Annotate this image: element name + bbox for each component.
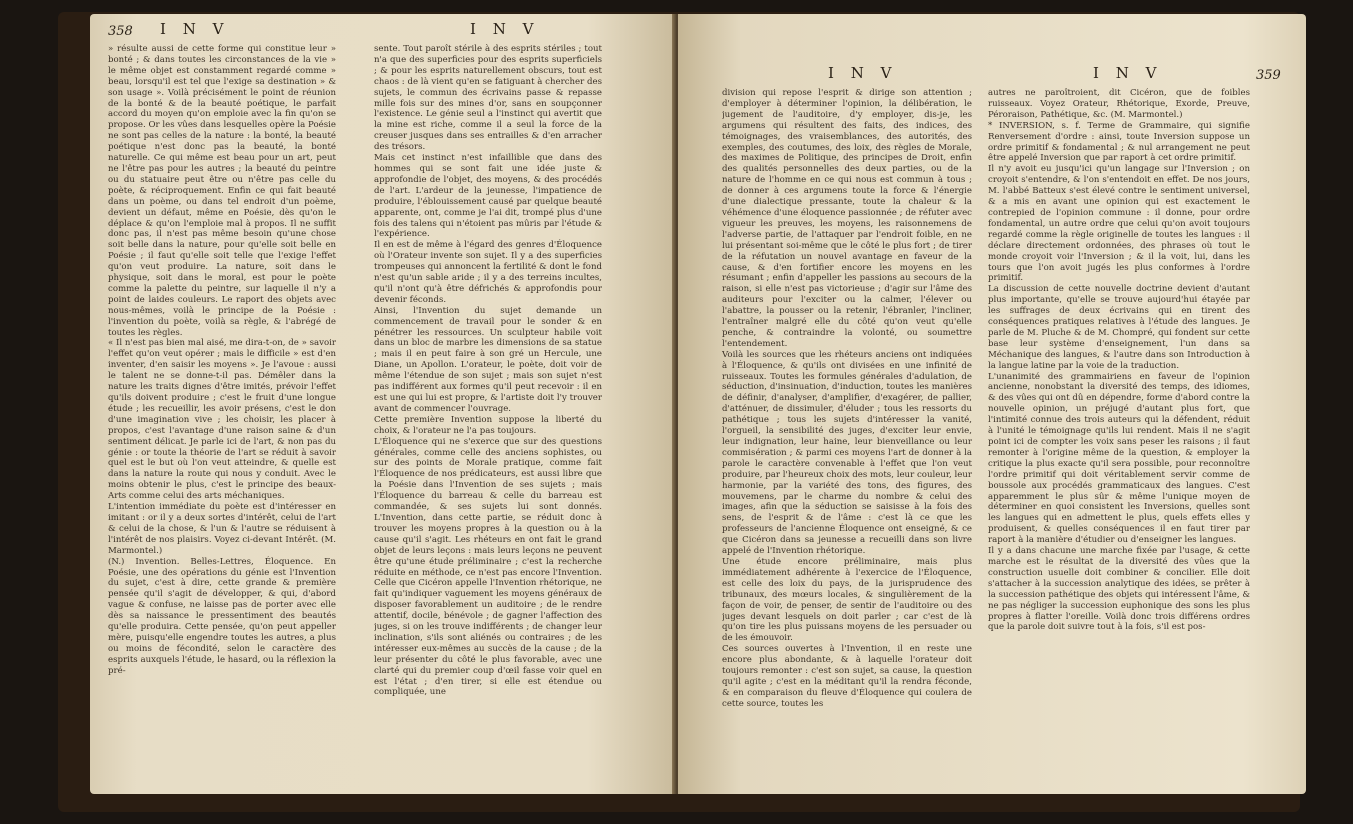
right-page — [678, 14, 1306, 794]
running-head: I N V — [470, 20, 540, 38]
text-column-2: sente. Tout paroît stérile à des esprits stériles ; tout n'a que des superficies pour des esprits superficiels ; & pour les esprits naturellement obscurs, tout est chaos : de là vient qu'en se fatiguant à chercher des sujets, le commun des écrivains passe & repasse mille fois sur des mines d'or, sans en soupçonner l'existence. Le génie seul a l'instinct qui avertit que la mine est riche, comme il a seul la force de la creuser jusques dans ses entrailles & d'en arracher des trésors. Mais cet instinct n'est infaillible que dans des hommes qui se sont fait une idée juste & approfondie de l'objet, des moyens, & des procédés de l'art. L'ardeur de la jeunesse, l'impatience de produire, l'éblouissement causé par quelque beauté apparente, ont, comme je l'ai dit, trompé plus d'une fois des talens qui n'étoient pas mûris par l'étude & l'expérience. Il en est de même à l'égard des genres d'Éloquence où l'Orateur invente son sujet. Il y a des superficies trompeuses qui annoncent la fertilité & dont le fond n'est qu'un sable aride ; il y a des terreins incultes, qu'il n'ont qu'à être défrichés & approfondis pour devenir féconds. Ainsi, l'Invention du sujet demande un commencement de travail pour le sonder & en pénétrer les ressources. Un sculpteur habile voit dans un bloc de marbre les dimensions de sa statue ; mais il en peut faire à son gré un Hercule, une Diane, un Apollon. L'orateur, le poète, doit voir de même l'étendue de son sujet ; mais son sujet n'est pas indifférent aux formes qu'il peut recevoir : il en est une qui lui est propre, & l'artiste doit l'y trouver avant de commencer l'ouvrage. Cette première Invention suppose la liberté du choix, & l'orateur ne l'a pas toujours. L'Éloquence qui ne s'exerce que sur des questions générales, comme celle des anciens sophistes, ou sur des points de Morale pratique, comme fait l'Éloquence de nos prédicateurs, est aussi libre que la Poésie dans l'Invention de ses sujets ; mais l'Éloquence du barreau & celle du barreau est commandée, & ses sujets lui sont donnés. L'Invention, dans cette partie, se réduit donc à trouver les moyens propres à la question ou à la cause qu'il s'agit. Les rhéteurs en ont fait le grand objet de leurs leçons : mais leurs leçons ne peuvent être qu'une étude préliminaire ; c'est la recherche réduite en méthode, ce n'est pas encore l'Invention. Celle que Cicéron appelle l'Invention rhétorique, ne fait qu'indiquer vaguement les moyens généraux de disposer favorablement un auditoire ; de le rendre attentif, docile, bénévole ; de gagner l'affection des juges, si on les trouve indifférents ; de changer leur inclination, s'ils sont aliénés ou contraires ; de les intéresser eux-mêmes au succès de la cause ; de la leur présenter du côté le plus favorable, avec une clarté qui du premier coup d'œil fasse voir quel en est l'état ; d'en tirer, si elle est étendue ou compliquée, une — [374, 44, 602, 698]
running-head: I N V — [1093, 64, 1163, 82]
text-column-1: division qui repose l'esprit & dirige son attention ; d'employer à déterminer l'opinion, la délibération, le jugement de l'auditoire, d'y employer, dis-je, les argumens qui résultent des faits, des indices, des témoignages, des vraisemblances, des autorités, des exemples, des coutumes, des loix, des règles de Morale, des maximes de Politique, des principes de Droit, enfin des qualités personnelles des deux parties, ou de la nature de l'homme en ce qui nous est commun à tous ; de donner à ces argumens toute la force & l'énergie d'une dialectique pressante, toute la chaleur & la véhémence d'une éloquence passionnée ; de réfuter avec vigueur les preuves, les moyens, les raisonnemens de l'adverse partie, de l'attaquer par l'endroit foible, en ne lui présentant soi-même que le côté le plus fort ; de tirer de la réfutation un nouvel avantage en faveur de la cause, & d'en fortifier encore les moyens en les résumant ; enfin d'appeller les passions au secours de la raison, si elle n'est pas victorieuse ; d'agir sur l'âme des auditeurs pour l'exciter ou la calmer, l'élever ou l'abattre, la pousser ou la retenir, l'ébranler, l'incliner, l'entraîner malgré elle du côté qu'on veut qu'elle penche, & contraindre la volonté, ou soumettre l'entendement. Voilà les sources que les rhéteurs anciens ont indiquées à l'Éloquence, & qu'ils ont divisées en une infinité de ruisseaux. Toutes les formules générales d'adulation, de séduction, d'insinuation, d'induction, toutes les manières de définir, d'analyser, d'amplifier, d'exagérer, de pallier, d'atténuer, de dissimuler, d'éluder ; tous les ressorts du pathétique ; tous les sujets d'intéresser la vanité, l'orgueil, la sensibilité des juges, d'exciter leur envie, leur indignation, leur haine, leur bienveillance ou leur commisération ; & parmi ces moyens l'art de donner à la parole le caractère convenable à l'effet que l'on veut produire, par l'heureux choix des mots, leur couleur, leur harmonie, par la variété des tons, des figures, des mouvemens, par le charme du nombre & celui des images, afin que la séduction se saisisse à la fois des sens, de l'esprit & de l'âme : c'est là ce que les professeurs de l'ancienne Éloquence ont enseigné, & ce que Cicéron dans sa jeunesse a recueilli dans son livre appelé de l'Invention rhétorique. Une étude encore préliminaire, mais plus immédiatement adhérente à l'exercice de l'Éloquence, est celle des loix du pays, de la jurisprudence des tribunaux, des mœurs locales, & singulièrement de la façon de voir, de penser, de sentir de l'auditoire ou des juges devant lesquels on doit parler ; car c'est de là qu'on tire les plus puissans moyens de les persuader ou de les émouvoir. Ces sources ouvertes à l'Invention, il en reste une encore plus abondante, & à laquelle l'orateur doit toujours remonter : c'est son sujet, sa cause, la question qu'il agite ; c'est en la méditant qu'il la rendra féconde, & en comparaison du fleuve d'Éloquence qui coulera de cette source, toutes les — [722, 88, 972, 709]
left-page — [90, 14, 675, 794]
running-head: I N V — [160, 20, 230, 38]
running-head: I N V — [828, 64, 898, 82]
text-column-1: » résulte aussi de cette forme qui constitue leur » bonté ; & dans toutes les circonstances de la vie » le même objet est constamment regardé comme » beau, lorsqu'il est tel que l'exige sa destination » & son usage ». Voilà précisément le point de réunion de la bonté & de la beauté poétique, le parfait accord du moyen qu'on emploie avec la fin qu'on se propose. Or les vûes dans lesquelles opère la Poésie ne sont pas celles de la nature : la bonté, la beauté poétique n'est donc pas la beauté, la bonté naturelle. Ce qui même est beau pour un art, peut ne l'être pas pour les autres ; la beauté du peintre ou du statuaire peut être ou n'être pas celle du poète, & réciproquement. Enfin ce qui fait beauté dans un poème, ou dans tel endroit d'un poème, devient un défaut, même en Poésie, dès qu'on le déplace & qu'on l'emploie mal à propos. Il ne suffit donc pas, il n'est pas même besoin qu'une chose soit belle dans la nature, pour qu'elle soit belle en Poésie ; il faut qu'elle soit telle que l'exige l'effet qu'on veut produire. La nature, soit dans le physique, soit dans le moral, est pour le poète comme la palette du peintre, sur laquelle il n'y a point de laides couleurs. Le raport des objets avec nous-mêmes, voilà le principe de la Poésie : l'invention du poète, voilà sa règle, & l'abrégé de toutes les règles. « Il n'est pas bien mal aisé, me dira-t-on, de » savoir l'effet qu'on veut opérer ; mais le difficile » est d'en inventer, d'en saisir les moyens ». Je l'avoue : aussi le talent ne se donne-t-il pas. Démêler dans la nature les traits dignes d'être imités, prévoir l'effet qu'ils doivent produire ; c'est le fruit d'une longue étude ; les recueillir, les avoir présens, c'est le don d'une imagination vive ; les choisir, les placer à propos, c'est l'avantage d'une raison saine & d'un sentiment délicat. Je parle ici de l'art, & non pas du génie : or toute la théorie de l'art se réduit à savoir quel est le but où l'on veut atteindre, & quelle est dans la nature la route qui nous y conduit. Avec le moins obtenir le plus, c'est le principe des beaux-Arts comme celui des arts méchaniques. L'intention immédiate du poète est d'intéresser en imitant : or il y a deux sortes d'intérêt, celui de l'art & celui de la chose, & l'un & l'autre se réduisent à l'intérêt de nos plaisirs. Voyez ci-devant Intérêt. (M. Marmontel.) (N.) Invention. Belles-Lettres, Éloquence. En Poésie, une des opérations du génie est l'Invention du sujet, c'est à dire, cette grande & première pensée qu'il s'agit de développer, & qui, d'abord vague & confuse, ne laisse pas de porter avec elle dès sa naissance le pressentiment des beautés qu'elle produira. Cette pensée, qu'on peut appeller mère, puisqu'elle engendre toutes les autres, a plus ou moins de fécondité, selon le caractère des esprits auxquels l'étude, le hasard, ou la réflexion la pré- — [108, 44, 336, 676]
text-column-2: autres ne paroîtroient, dit Cicéron, que de foibles ruisseaux. Voyez Orateur, Rhétorique, Exorde, Preuve, Péroraison, Pathétique, &c. (M. Marmontel.) * INVERSION, s. f. Terme de Grammaire, qui signifie Renversement d'ordre : ainsi, toute Inversion suppose un ordre primitif & fondamental ; & nul arrangement ne peut être appelé Inversion que par raport à cet ordre primitif. Il n'y avoit eu jusqu'ici qu'un langage sur l'Inversion ; on croyoit s'entendre, & l'on s'entendoit en effet. De nos jours, M. l'abbé Batteux s'est élevé contre le sentiment universel, & a mis en avant une opinion qui est exactement le contrepied de l'opinion commune : il donne, pour ordre fondamental, un autre ordre que celui qu'on avoit toujours regardé comme la règle originelle de toutes les langues : il déclare directement ordonnées, des phrases où tout le monde croyoit voir l'Inversion ; & il la voit, lui, dans les tours que l'on avoit jugés les plus conformes à l'ordre primitif. La discussion de cette nouvelle doctrine devient d'autant plus importante, qu'elle se trouve aujourd'hui étayée par les suffrages de deux écrivains qui en tirent des conséquences pratiques relatives à l'étude des langues. Je parle de M. Pluche & de M. Chompré, qui fondent sur cette base leur système d'enseignement, l'un dans sa Méchanique des langues, & l'autre dans son Introduction à la langue latine par la voie de la traduction. L'unanimité des grammairiens en faveur de l'opinion ancienne, nonobstant la diversité des temps, des idiomes, & des vûes qui ont dû en dépendre, forme d'abord contre la nouvelle opinion, un préjugé d'autant plus fort, que l'intimité connue des trois auteurs qui la défendent, réduit à l'unité le témoignage qu'ils lui rendent. Mais il ne s'agit point ici de compter les voix sans peser les raisons ; il faut remonter à l'origine même de la question, & employer la critique la plus exacte qu'il sera possible, pour reconnoître l'ordre primitif qui doit véritablement servir comme de boussole aux procédés grammaticaux des langues. C'est apparemment le plus sûr & même l'unique moyen de déterminer en quoi consistent les Inversions, quelles sont les langues qui en admettent le plus, quels effets elles y produisent, & quelles conséquences il en faut tirer par raport à la manière d'étudier ou d'enseigner les langues. Il y a dans chacune une marche fixée par l'usage, & cette marche est le résultat de la diversité des vûes que la construction usuelle doit combiner & concilier. Elle doit s'attacher à la succession analytique des idées, se prêter à la succession pathétique des objets qui intéressent l'âme, & ne pas négliger la succession euphonique des sons les plus propres à flatter l'oreille. Voilà donc trois différens ordres que la parole doit suivre tout à la fois, s'il est pos- — [988, 88, 1250, 633]
page-number: 359 — [1256, 68, 1281, 83]
page-number: 358 — [108, 24, 133, 39]
